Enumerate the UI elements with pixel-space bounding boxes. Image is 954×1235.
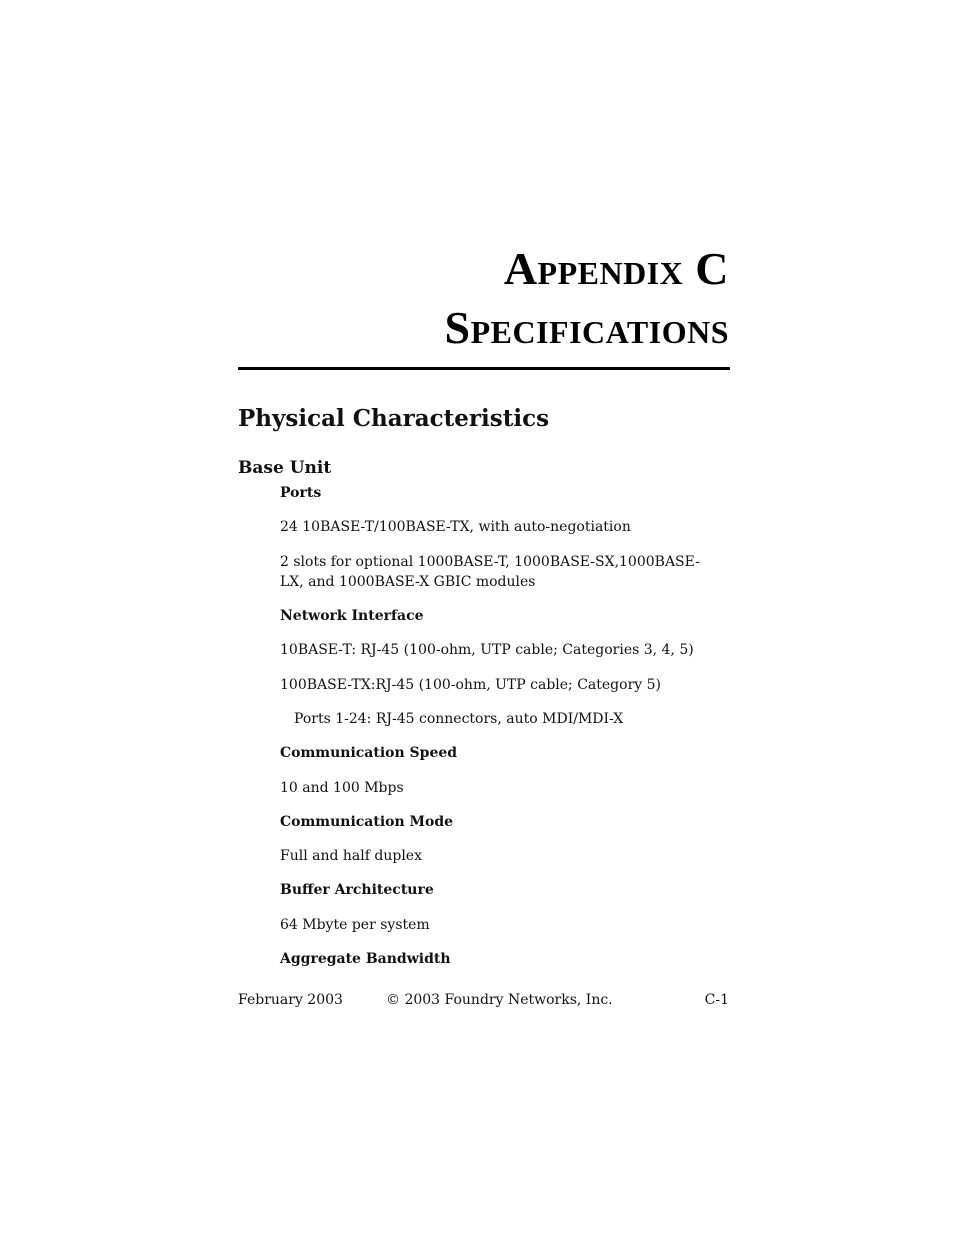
aggregate-bandwidth-label: Aggregate Bandwidth: [280, 951, 451, 967]
footer-page-number: C-1: [704, 992, 729, 1008]
subsection-heading: Base Unit: [238, 458, 332, 478]
footer-date: February 2003: [238, 992, 343, 1008]
chapter-title-line-2: Specifications: [444, 302, 729, 353]
communication-speed-label: Communication Speed: [280, 745, 458, 761]
title-rule: [238, 367, 730, 370]
communication-mode-label: Communication Mode: [280, 814, 454, 830]
communication-speed-value: 10 and 100 Mbps: [280, 780, 404, 796]
interface-10base-t: 10BASE-T: RJ-45 (100-ohm, UTP cable; Categories 3, 4, 5): [280, 642, 694, 658]
interface-ports-rj45: Ports 1-24: RJ-45 connectors, auto MDI/MDI-X: [294, 711, 624, 727]
section-heading: Physical Characteristics: [238, 405, 550, 432]
network-interface-label: Network Interface: [280, 608, 424, 624]
ports-label: Ports: [280, 485, 322, 501]
ports-gbic-slots: 2 slots for optional 1000BASE-T, 1000BASE-SX,1000BASE-LX, and 1000BASE-X GBIC modules: [280, 554, 700, 590]
interface-100base-tx: 100BASE-TX:RJ-45 (100-ohm, UTP cable; Category 5): [280, 677, 661, 693]
buffer-architecture-value: 64 Mbyte per system: [280, 917, 430, 933]
chapter-title-line-1: Appendix C: [503, 243, 729, 294]
buffer-architecture-label: Buffer Architecture: [280, 882, 434, 898]
communication-mode-value: Full and half duplex: [280, 848, 422, 864]
ports-copper: 24 10BASE-T/100BASE-TX, with auto-negotiation: [280, 519, 631, 535]
footer-copyright: © 2003 Foundry Networks, Inc.: [386, 992, 613, 1008]
